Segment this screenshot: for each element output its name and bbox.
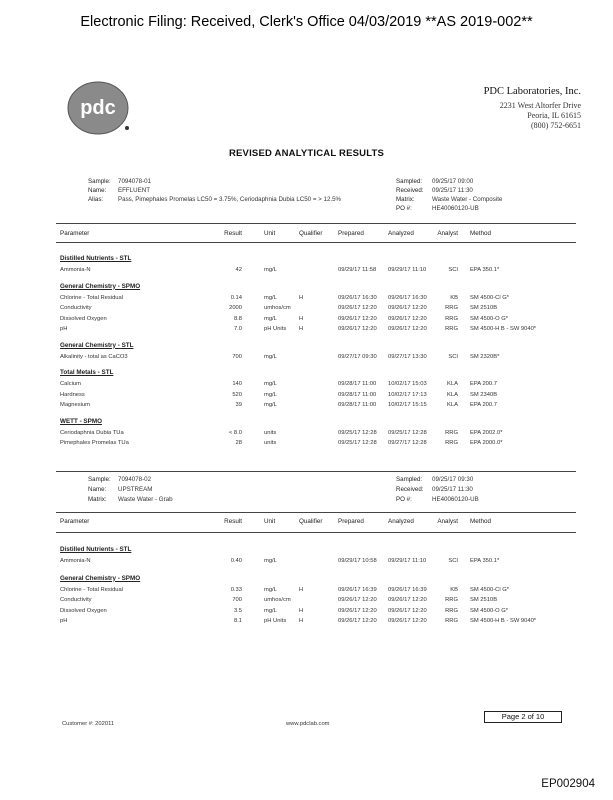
cell-result: 2000 bbox=[229, 305, 242, 311]
cell-method: EPA 200.7 bbox=[470, 381, 497, 387]
cell-parameter: Conductivity bbox=[60, 597, 92, 603]
cell-analyzed: 09/26/17 12:20 bbox=[388, 326, 427, 332]
cell-analyzed: 09/26/17 12:20 bbox=[388, 305, 427, 311]
cell-parameter: Magnesium bbox=[60, 402, 90, 408]
cell-result: 39 bbox=[235, 402, 242, 408]
lab-phone: (800) 752-6651 bbox=[531, 121, 581, 130]
cell-prepared: 09/26/17 12:20 bbox=[338, 607, 377, 614]
cell-parameter: pH bbox=[60, 618, 68, 624]
cell-result: 28 bbox=[235, 440, 242, 446]
cell-prepared: 09/26/17 16:39 bbox=[338, 586, 377, 593]
divider bbox=[56, 242, 576, 243]
cell-prepared: 09/26/17 12:20 bbox=[338, 326, 377, 332]
bates-number: EP002904 bbox=[541, 778, 595, 790]
cell-unit: pH Units bbox=[264, 326, 287, 332]
cell-result: 700 bbox=[232, 353, 242, 360]
cell-parameter: Ammonia-N bbox=[60, 267, 91, 273]
sampled-label: Sampled: bbox=[396, 476, 423, 483]
sample-alias: Pass, Pimephales Promelas LC50 = 3.75%, Ceriodaphnia Dubia LC50 = > 12.5% bbox=[118, 196, 342, 203]
cell-analyzed: 09/26/17 16:30 bbox=[388, 294, 427, 301]
matrix-label: Matrix: bbox=[88, 496, 107, 503]
cell-qualifier: H bbox=[299, 326, 304, 332]
cell-analyzed: 10/02/17 17:13 bbox=[388, 391, 427, 398]
column-header-parameter: Parameter bbox=[60, 518, 90, 525]
column-header-method: Method bbox=[470, 230, 492, 237]
sampled-value: 09/25/17 09:00 bbox=[432, 178, 474, 185]
po-value: HE40060120-UB bbox=[432, 496, 479, 503]
cell-qualifier: H bbox=[299, 607, 304, 614]
cell-result: 8.8 bbox=[233, 315, 242, 322]
cell-method: SM 2340B bbox=[470, 391, 498, 398]
cell-method: SM 4500-H B - SW 9040* bbox=[470, 326, 537, 332]
cell-prepared: 09/26/17 16:30 bbox=[338, 294, 377, 301]
cell-unit: umhos/cm bbox=[264, 597, 291, 603]
cell-analyzed: 09/26/17 16:39 bbox=[388, 586, 427, 593]
cell-parameter: Ammonia-N bbox=[60, 558, 91, 564]
cell-analyst: SCI bbox=[448, 267, 458, 273]
po-value: HE40060120-UB bbox=[432, 205, 479, 212]
cell-method: SM 4500-O G* bbox=[470, 315, 509, 322]
cell-unit: units bbox=[264, 440, 277, 446]
divider bbox=[56, 223, 576, 224]
cell-analyst: RRG bbox=[445, 607, 458, 614]
po-label: PO #: bbox=[396, 496, 412, 503]
cell-method: EPA 350.1* bbox=[470, 558, 500, 564]
column-header-unit: Unit bbox=[264, 230, 276, 237]
cell-unit: mg/L bbox=[264, 267, 277, 273]
cell-method: EPA 350.1* bbox=[470, 267, 500, 273]
cell-analyzed: 10/02/17 15:03 bbox=[388, 381, 427, 387]
cell-analyzed: 09/26/17 12:20 bbox=[388, 607, 427, 614]
sample-id: 7094078-01 bbox=[118, 178, 152, 185]
column-header-qualifier: Qualifier bbox=[299, 518, 323, 525]
matrix-value: Waste Water - Grab bbox=[118, 496, 173, 503]
cell-result: 520 bbox=[232, 391, 242, 398]
cell-analyst: RRG bbox=[445, 597, 458, 603]
document-title: REVISED ANALYTICAL RESULTS bbox=[228, 148, 385, 159]
column-header-unit: Unit bbox=[264, 518, 276, 525]
cell-qualifier: H bbox=[299, 294, 304, 301]
lab-city: Peoria, IL 61615 bbox=[527, 111, 581, 120]
cell-method: SM 4500-Cl G* bbox=[470, 586, 509, 593]
lab-name: PDC Laboratories, Inc. bbox=[483, 86, 581, 97]
cell-analyst: SCI bbox=[448, 353, 458, 360]
sampled-label: Sampled: bbox=[396, 178, 423, 185]
cell-analyzed: 09/29/17 11:10 bbox=[388, 558, 427, 564]
cell-method: SM 2320B* bbox=[470, 353, 500, 360]
cell-unit: mg/L bbox=[264, 391, 277, 398]
filing-header: Electronic Filing: Received, Clerk's Office 04/03/2019 **AS 2019-002** bbox=[80, 14, 533, 30]
po-label: PO #: bbox=[396, 205, 412, 212]
cell-unit: mg/L bbox=[264, 402, 277, 408]
lab-address: 2231 West Altorfer Drive bbox=[499, 101, 581, 110]
cell-analyzed: 09/26/17 12:20 bbox=[388, 597, 427, 603]
cell-result: 700 bbox=[232, 597, 242, 603]
cell-analyst: RRG bbox=[445, 326, 458, 332]
cell-analyzed: 09/27/17 12:28 bbox=[388, 440, 427, 446]
cell-parameter: Ceriodaphnia Dubia TUa bbox=[60, 429, 124, 436]
received-label: Received: bbox=[396, 187, 424, 194]
cell-prepared: 09/25/17 12:28 bbox=[338, 440, 377, 446]
cell-prepared: 09/26/17 12:20 bbox=[338, 315, 377, 322]
name-label: Name: bbox=[88, 187, 107, 194]
section-title: General Chemistry - STL bbox=[60, 341, 134, 349]
cell-parameter: Pimephales Promelas TUa bbox=[60, 440, 129, 446]
cell-method: EPA 2002.0* bbox=[470, 429, 503, 436]
cell-analyzed: 09/27/17 13:30 bbox=[388, 353, 427, 360]
cell-analyst: KLA bbox=[447, 381, 458, 387]
sampled-value: 09/25/17 09:30 bbox=[432, 476, 474, 483]
cell-parameter: Alkalinity - total as CaCO3 bbox=[60, 353, 128, 360]
cell-qualifier: H bbox=[299, 586, 304, 593]
cell-parameter: Calcium bbox=[60, 381, 81, 387]
cell-unit: mg/L bbox=[264, 558, 277, 564]
sample-id: 7094078-02 bbox=[118, 476, 152, 483]
cell-analyzed: 10/02/17 15:15 bbox=[388, 402, 427, 408]
cell-qualifier: H bbox=[299, 618, 304, 624]
sample-name: UPSTREAM bbox=[118, 486, 153, 493]
column-header-analyzed: Analyzed bbox=[388, 518, 414, 525]
cell-unit: units bbox=[264, 429, 277, 436]
cell-unit: mg/L bbox=[264, 315, 277, 322]
cell-analyzed: 09/26/17 12:20 bbox=[388, 315, 427, 322]
column-header-analyst: Analyst bbox=[437, 518, 458, 525]
column-header-result: Result bbox=[224, 518, 242, 525]
matrix-label: Matrix: bbox=[396, 196, 415, 203]
column-header-prepared: Prepared bbox=[338, 230, 364, 237]
received-label: Received: bbox=[396, 486, 424, 493]
section-title: Distilled Nutrients - STL bbox=[60, 546, 132, 553]
column-header-analyst: Analyst bbox=[437, 230, 458, 237]
sample-label: Sample: bbox=[88, 476, 111, 483]
cell-result: 0.14 bbox=[230, 294, 242, 301]
divider bbox=[56, 471, 576, 472]
divider bbox=[56, 512, 576, 513]
cell-analyst: RRG bbox=[445, 440, 458, 446]
cell-parameter: Chlorine - Total Residual bbox=[60, 294, 124, 301]
cell-parameter: pH bbox=[60, 326, 68, 332]
divider bbox=[56, 532, 576, 533]
cell-analyst: KB bbox=[450, 586, 458, 593]
cell-result: < 8.0 bbox=[228, 429, 242, 436]
cell-unit: mg/L bbox=[264, 586, 277, 593]
column-header-parameter: Parameter bbox=[60, 230, 90, 237]
cell-parameter: Chlorine - Total Residual bbox=[60, 586, 124, 593]
cell-parameter: Dissolved Oxygen bbox=[60, 607, 107, 614]
cell-prepared: 09/29/17 11:58 bbox=[338, 267, 377, 273]
cell-result: 42 bbox=[235, 267, 242, 273]
cell-unit: mg/L bbox=[264, 353, 277, 360]
svg-text:pdc: pdc bbox=[80, 97, 116, 119]
column-header-qualifier: Qualifier bbox=[299, 230, 323, 237]
received-value: 09/25/17 11:30 bbox=[432, 486, 473, 493]
section-title: Distilled Nutrients - STL bbox=[60, 255, 132, 262]
cell-method: SM 4500-O G* bbox=[470, 607, 509, 614]
pdc-logo bbox=[64, 80, 136, 136]
cell-result: 0.40 bbox=[230, 558, 242, 564]
website[interactable]: www.pdclab.com bbox=[286, 721, 330, 727]
cell-analyst: KB bbox=[450, 294, 458, 301]
matrix-value: Waste Water - Composite bbox=[432, 196, 503, 203]
cell-result: 0.33 bbox=[230, 586, 242, 593]
cell-prepared: 09/29/17 10:58 bbox=[338, 558, 377, 564]
cell-analyst: SCI bbox=[448, 558, 458, 564]
page-indicator: Page 2 of 10 bbox=[484, 711, 562, 723]
cell-unit: mg/L bbox=[264, 294, 277, 301]
customer-number: Customer #: 202011 bbox=[62, 721, 115, 727]
cell-unit: pH Units bbox=[264, 618, 287, 624]
cell-qualifier: H bbox=[299, 315, 304, 322]
cell-unit: umhos/cm bbox=[264, 305, 291, 311]
cell-prepared: 09/28/17 11:00 bbox=[338, 381, 377, 387]
name-label: Name: bbox=[88, 486, 107, 493]
cell-analyzed: 09/25/17 12:28 bbox=[388, 429, 427, 436]
section-title: Total Metals - STL bbox=[60, 369, 114, 376]
cell-method: SM 4500-H B - SW 9040* bbox=[470, 618, 537, 624]
column-header-prepared: Prepared bbox=[338, 518, 364, 525]
section-title: General Chemistry - SPMO bbox=[60, 282, 141, 290]
cell-prepared: 09/28/17 11:00 bbox=[338, 402, 377, 408]
cell-method: EPA 200.7 bbox=[470, 402, 497, 408]
alias-label: Alias: bbox=[88, 196, 104, 203]
cell-prepared: 09/26/17 12:20 bbox=[338, 597, 377, 603]
cell-unit: mg/L bbox=[264, 607, 277, 614]
cell-method: SM 4500-Cl G* bbox=[470, 294, 509, 301]
cell-analyst: RRG bbox=[445, 305, 458, 311]
cell-method: SM 2510B bbox=[470, 305, 498, 311]
cell-analyst: RRG bbox=[445, 618, 458, 624]
cell-parameter: Dissolved Oxygen bbox=[60, 315, 107, 322]
sample-label: Sample: bbox=[88, 178, 111, 185]
cell-prepared: 09/25/17 12:28 bbox=[338, 429, 377, 436]
cell-result: 8.1 bbox=[233, 618, 242, 624]
cell-method: SM 2510B bbox=[470, 597, 498, 603]
column-header-method: Method bbox=[470, 518, 492, 525]
column-header-result: Result bbox=[224, 230, 242, 237]
section-title: General Chemistry - SPMO bbox=[60, 574, 141, 582]
cell-result: 7.0 bbox=[233, 326, 242, 332]
cell-parameter: Hardness bbox=[60, 391, 85, 398]
section-title: WETT - SPMO bbox=[60, 417, 102, 425]
cell-analyst: RRG bbox=[445, 315, 458, 322]
cell-prepared: 09/26/17 12:20 bbox=[338, 618, 377, 624]
cell-analyzed: 09/29/17 11:10 bbox=[388, 267, 427, 273]
column-header-analyzed: Analyzed bbox=[388, 230, 414, 237]
sample-name: EFFLUENT bbox=[118, 187, 150, 194]
cell-prepared: 09/26/17 12:20 bbox=[338, 305, 377, 311]
cell-analyst: KLA bbox=[447, 391, 458, 398]
cell-prepared: 09/27/17 09:30 bbox=[338, 353, 377, 360]
cell-result: 3.5 bbox=[233, 607, 242, 614]
cell-parameter: Conductivity bbox=[60, 305, 92, 311]
cell-analyst: KLA bbox=[447, 402, 458, 408]
cell-analyzed: 09/26/17 12:20 bbox=[388, 618, 427, 624]
cell-prepared: 09/28/17 11:00 bbox=[338, 391, 377, 398]
cell-method: EPA 2000.0* bbox=[470, 440, 503, 446]
cell-unit: mg/L bbox=[264, 381, 277, 387]
cell-result: 140 bbox=[232, 381, 242, 387]
received-value: 09/25/17 11:30 bbox=[432, 187, 473, 194]
cell-analyst: RRG bbox=[445, 429, 458, 436]
